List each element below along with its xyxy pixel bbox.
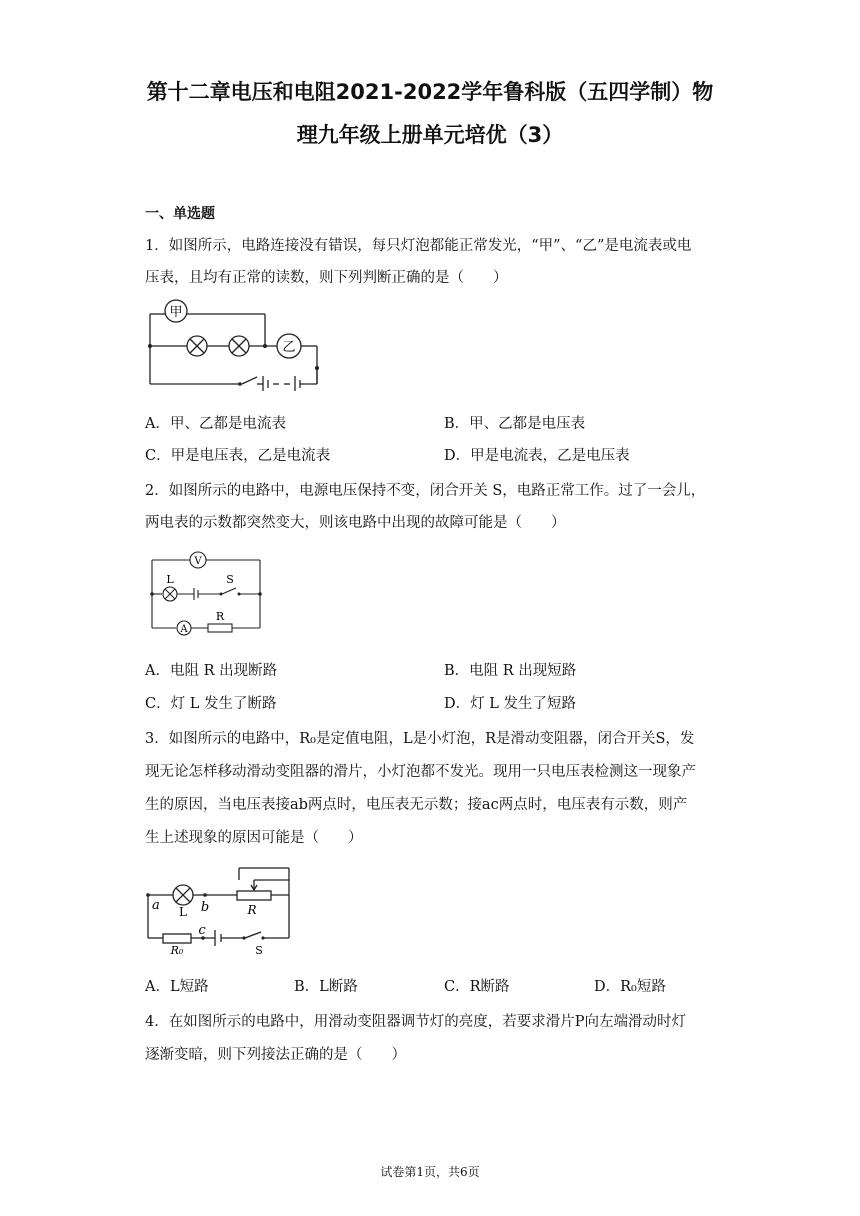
page-title-line-1: 第十二章电压和电阻2021-2022学年鲁科版（五四学制）物 [146,80,714,104]
q2-option-b[interactable]: B．电阻 R 出现短路 [444,663,577,679]
q1-option-c[interactable]: C．甲是电压表，乙是电流表 [145,448,331,464]
q1-text-line-1: 1．如图所示，电路连接没有错误，每只灯泡都能正常发光，“甲”、“乙”是电流表或电 [145,238,692,254]
q4-text-line-1: 4．在如图所示的电路中，用滑动变阻器调节灯的亮度，若要求滑片P向左端滑动时灯 [145,1014,686,1030]
q1-meter1-label: 甲 [169,305,183,320]
q2-ammeter-label: A [180,624,188,635]
q3-switch-label: S [255,944,263,956]
q2-option-c[interactable]: C．灯 L 发生了断路 [145,696,277,712]
q2-text-line-2: 两电表的示数都突然变大，则该电路中出现的故障可能是（ ） [145,515,566,531]
q3-option-c[interactable]: C．R断路 [444,979,510,995]
q2-option-d[interactable]: D．灯 L 发生了短路 [444,696,576,712]
q1-meter2-label: 乙 [282,340,296,355]
q3-r0-label: R₀ [170,944,184,956]
page-title-line-2: 理九年级上册单元培优（3） [296,123,564,147]
q1-circuit-diagram [145,296,325,391]
q3-text-line-2: 现无论怎样移动滑动变阻器的滑片，小灯泡都不发光。现用一只电压表检测这一现象产 [145,764,696,780]
q3-text-line-4: 生上述现象的原因可能是（ ） [145,830,363,846]
q3-option-b[interactable]: B．L断路 [294,979,358,995]
q2-resistor-label: R [215,610,225,623]
q3-option-d[interactable]: D．R₀短路 [594,979,666,995]
q1-option-b[interactable]: B．甲、乙都是电压表 [444,416,586,432]
q2-option-a[interactable]: A．电阻 R 出现断路 [145,663,278,679]
q3-lamp-label: L [179,905,187,919]
q3-rheostat-label: R [247,903,257,917]
q1-text-line-2: 压表，且均有正常的读数，则下列判断正确的是（ ） [145,270,508,286]
q2-text-line-1: 2．如图所示的电路中，电源电压保持不变，闭合开关 S，电路正常工作。过了一会儿， [145,483,706,499]
q3-point-c-label: c [198,923,206,938]
q1-option-d[interactable]: D．甲是电流表，乙是电压表 [444,448,630,464]
page-footer: 试卷第1页，共6页 [380,1165,480,1179]
q3-text-line-3: 生的原因，当电压表接ab两点时，电压表无示数；接ac两点时，电压表有示数，则产 [145,797,688,813]
q2-circuit-diagram [148,546,266,636]
q3-circuit-diagram [143,864,293,956]
q3-option-a[interactable]: A．L短路 [145,979,209,995]
q2-lamp-label: L [166,573,174,586]
q3-text-line-1: 3．如图所示的电路中，R₀是定值电阻，L是小灯泡，R是滑动变阻器，闭合开关S，发 [145,731,695,747]
q1-option-a[interactable]: A．甲、乙都是电流表 [145,416,286,432]
section-heading: 一、单选题 [145,206,215,222]
q3-point-b-label: b [200,900,210,915]
q4-text-line-2: 逐渐变暗，则下列接法正确的是（ ） [145,1047,406,1063]
q2-voltmeter-label: V [194,556,202,567]
q2-switch-label: S [226,573,234,586]
q3-point-a-label: a [152,898,160,913]
